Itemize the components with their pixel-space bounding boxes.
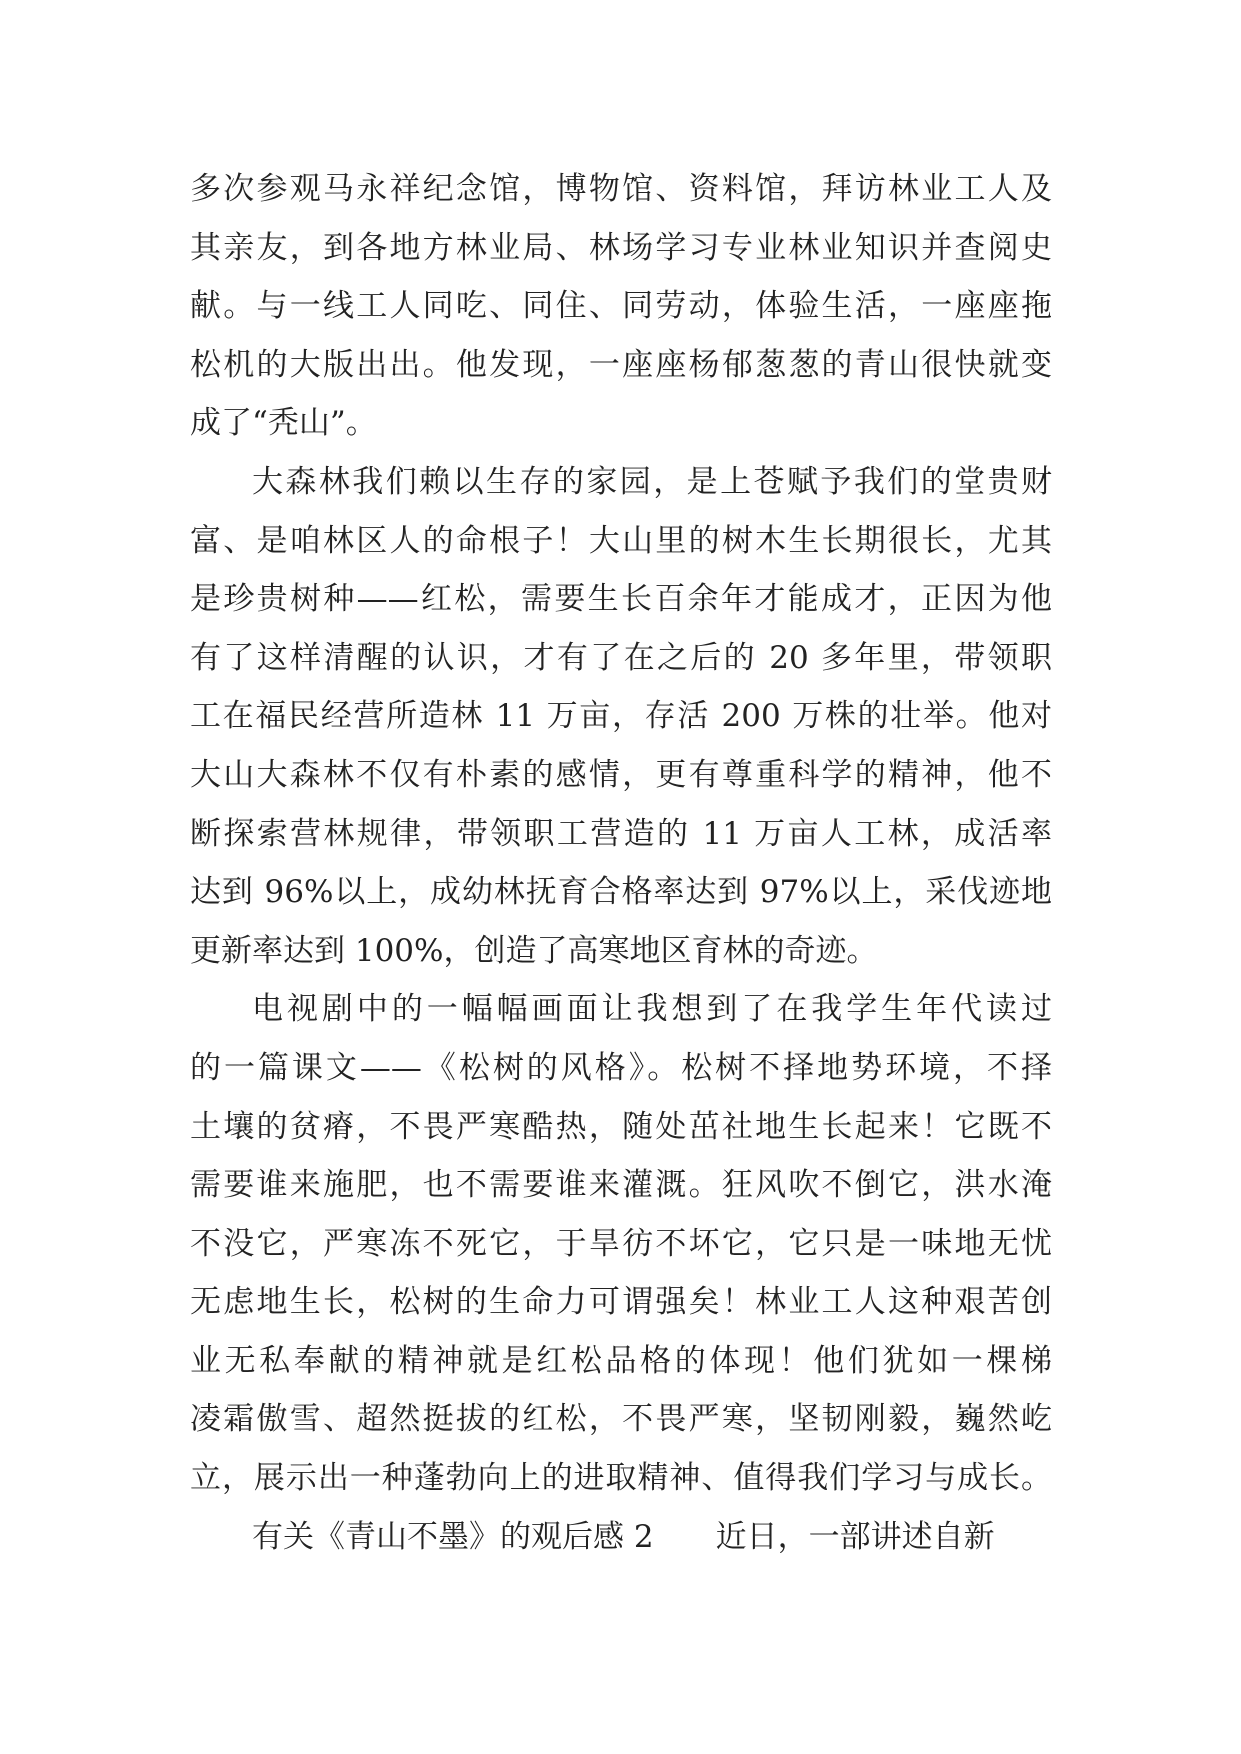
text-line: 电视剧中的一幅幅画面让我想到了在我学生年代读过: [252, 991, 1052, 1028]
text-line: 立，展示出一种蓬勃向上的进取精神、值得我们学习与成长。: [190, 1460, 1052, 1497]
text-line: 无虑地生长，松树的生命力可谓强矣！林业工人这种艰苦创: [190, 1284, 1052, 1321]
text-line: 的一篇课文——《松树的风格》。松树不择地势环境，不择: [190, 1049, 1052, 1086]
text-line: 需要谁来施肥，也不需要谁来灌溉。狂风吹不倒它，洪水淹: [190, 1167, 1052, 1204]
text-line: 不没它，严寒冻不死它，于旱彷不坏它，它只是一味地无忧: [190, 1225, 1052, 1262]
text-line: 有了这样清醒的认识，才有了在之后的 20 多年里，带领职: [190, 639, 1052, 676]
text-line: 其亲友，到各地方林业局、林场学习专业林业知识并查阅史: [190, 229, 1052, 266]
text-line: 有关《青山不墨》的观后感 2 近日，一部讲述自新: [252, 1518, 995, 1555]
text-line: 松机的大版出出。他发现，一座座杨郁葱葱的青山很快就变: [190, 346, 1052, 383]
text-line: 断探索营林规律，带领职工营造的 11 万亩人工林，成活率: [190, 815, 1052, 852]
text-line: 多次参观马永祥纪念馆，博物馆、资料馆，拜访林业工人及: [190, 171, 1052, 207]
text-line: 成了“秃山”。: [190, 405, 377, 442]
text-line: 献。与一线工人同吃、同住、同劳动，体验生活，一座座拖: [190, 288, 1052, 325]
text-line: 大山大森林不仅有朴素的感情，更有尊重科学的精神，他不: [190, 756, 1052, 793]
text-line: 达到 96%以上，成幼林抚育合格率达到 97%以上，采伐迹地: [190, 874, 1052, 911]
text-line: 工在福民经营所造林 11 万亩，存活 200 万株的壮举。他对: [190, 698, 1052, 735]
text-line: 更新率达到 100%，创造了高寒地区育林的奇迹。: [190, 932, 878, 969]
text-line: 土壤的贫瘠，不畏严寒酷热，随处茁社地生长起来！它既不: [190, 1108, 1052, 1145]
body-text: [190, 160, 1052, 1566]
text-line: 业无私奉献的精神就是红松品格的体现！他们犹如一棵梯: [190, 1342, 1052, 1379]
text-line: 大森林我们赖以生存的家园，是上苍赋予我们的堂贵财: [252, 463, 1052, 500]
text-line: 是珍贵树种——红松，需要生长百余年才能成才，正因为他: [190, 581, 1052, 618]
text-line: 凌霜傲雪、超然挺拔的红松，不畏严寒，坚韧刚毅，巍然屹: [190, 1401, 1052, 1438]
text-line: 富、是咱林区人的命根子！大山里的树木生长期很长，尤其: [190, 522, 1052, 559]
